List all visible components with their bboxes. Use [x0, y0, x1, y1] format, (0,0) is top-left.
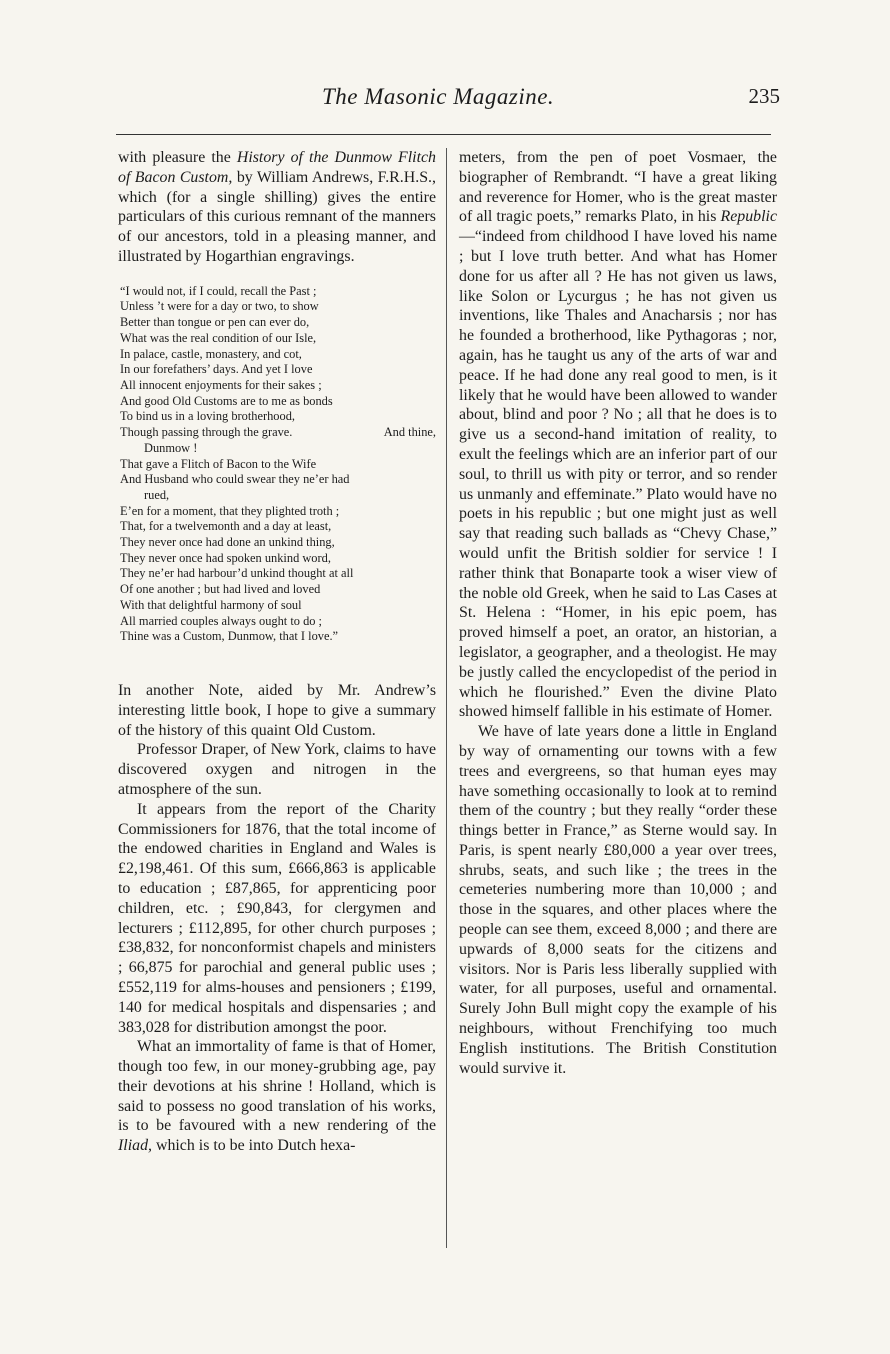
poem-line: And Husband who could swear they ne’er had: [120, 472, 350, 487]
homer-text-2: which is to be into Dutch hexa-: [152, 1137, 356, 1155]
intro-text-2: by William Andrews, F.R.H.S., which (for a single shilling) gives the entire particulars of this curious remnant of the manners of our ancestors, told in a pleasing manner, and illustrated by Hogarthian engravings.: [118, 168, 436, 265]
iliad-italic: Iliad,: [118, 1137, 152, 1155]
paragraph-paris: We have of late years done a little in England by way of ornamenting our towns with a few trees and evergreens, so that human eyes may have something occasionally to look at to remind them of the country ; but they really “order these things better in France,” as Sterne would say. In Paris, is spent nearly £80,000 a year over trees, shrubs, seats, and such like ; the trees in the cemeteries numbering more than 10,000 ; and those in the squares, and other places where the people can see them, exceed 8,000 ; and there are upwards of 8,000 seats for the citizens and visitors. Nor is Paris less liberally supplied with water, for all purposes, useful and ornamental. Surely John Bull might copy the example of his neighbours, without Frenchifying too much English institutions. The British Constitution would survive it.: [459, 723, 777, 1077]
left-column: [118, 148, 436, 1156]
poem: [120, 284, 436, 645]
column-divider: [446, 148, 447, 1248]
poem-line: And good Old Customs are to me as bonds: [120, 393, 333, 408]
poem-line-part: Though passing through the grave.: [120, 425, 293, 440]
homer-text-1: What an immortality of fame is that of Homer, though too few, in our money-grubbing age, pay their devotions at his shrine ! Holland, which is said to possess no good translation of his works, is to be favoured with a new rendering of the: [118, 1038, 436, 1135]
paragraph-homer: [118, 1037, 436, 1156]
poem-line: They never once had done an unkind thing,: [120, 535, 335, 550]
page-header: [110, 84, 790, 124]
poem-line-part: And thine,: [383, 425, 436, 440]
poem-line: E’en for a moment, that they plighted troth ;: [120, 503, 340, 518]
poem-line: In palace, castle, monastery, and cot,: [120, 346, 302, 361]
poem-line: Better than tongue or pen can ever do,: [120, 315, 310, 330]
paragraph-charity: It appears from the report of the Charity Commissioners for 1876, that the total income of the endowed charities in England and Wales is £2,198,461. Of this sum, £666,863 is applicable to education ; £87,865, for apprenticing poor children, etc. ; £90,843, for clergymen and lecturers ; £112,895, for other church purposes ; £38,832, for nonconformist chapels and ministers ; 66,875 for parochial and general public uses ; £552,119 for alms-houses and pensioners ; £199, 140 for medical hospitals and dispensaries ; and 383,028 for distribution amongst the poor.: [118, 800, 436, 1036]
poem-line: rued,: [144, 487, 170, 502]
poem-line: “I would not, if I could, recall the Past ;: [120, 283, 317, 298]
page-number: 235: [748, 84, 780, 108]
poem-line: What was the real condition of our Isle,: [120, 330, 317, 345]
poem-line: Dunmow !: [144, 440, 198, 455]
paragraph-note: In another Note, aided by Mr. Andrew’s interesting little book, I hope to give a summary of the history of this quaint Old Custom.: [118, 681, 436, 739]
hexameters-text-2: —“indeed from childhood I have loved his name ; but I love truth better. And what has Homer done for us after all ? He has not given us laws, like Solon or Lycurgus ; he has not given us inventions, like Thales and Anacharsis ; nor has he founded a brotherhood, like Pythagoras ; nor, again, has he taught us any of the arts of war and peace. If he had done any real good to men, is it likely that he would have been allowed to wander about, blind and poor ? No ; all that he does is to give us a second-hand imitation of reality, to exult the feelings which are an inferior part of our soul, to thrill us with pity or terror, and so render us unmanly and effeminate.” Plato would have no poets in his republic ; but one might just as well say that reading such ballads as “Chevy Chase,” would unfit the British soldier for service ! I rather think that Bonaparte took a wiser view of the noble old Greek, when he said to Las Cases at St. Helena : “Homer, in his epic poem, has proved himself a poet, an orator, an historian, a legislator, a geographer, and a theologist. He may be justly called the encyclopedist of the period in which he flourished.” Even the divine Plato showed himself fallible in his estimate of Homer.: [459, 228, 777, 721]
header-rule: [116, 134, 771, 135]
poem-line: That gave a Flitch of Bacon to the Wife: [120, 456, 317, 471]
poem-line: In our forefathers’ days. And yet I love: [120, 362, 313, 377]
poem-line: To bind us in a loving brotherhood,: [120, 409, 295, 424]
paragraph-draper: Professor Draper, of New York, claims to have discovered oxygen and nitrogen in the atmosphere of the sun.: [118, 741, 436, 798]
paragraph-hexameters: [459, 148, 777, 722]
poem-line: All innocent enjoyments for their sakes ;: [120, 378, 322, 392]
poem-line: With that delightful harmony of soul: [120, 597, 302, 612]
poem-line: Thine was a Custom, Dunmow, that I love.”: [120, 629, 339, 644]
right-column: [459, 148, 777, 1078]
poem-line: Unless ’t were for a day or two, to show: [120, 299, 319, 314]
poem-line: Of one another ; but had lived and loved: [120, 582, 321, 597]
intro-text-1: with pleasure the: [118, 149, 237, 166]
book-title-italic: History of the Dunmow Flitch of Bacon Custom,: [118, 149, 436, 186]
poem-line: All married couples always ought to do ;: [120, 613, 322, 628]
poem-line: [120, 425, 436, 441]
republic-italic: Republic: [720, 208, 777, 226]
poem-line: That, for a twelvemonth and a day at least,: [120, 519, 332, 534]
spacer: [118, 659, 436, 681]
poem-line: They never once had spoken unkind word,: [120, 550, 331, 565]
poem-line: They ne’er had harbour’d unkind thought at all: [120, 566, 354, 581]
running-title: The Masonic Magazine.: [322, 84, 555, 109]
hexameters-text-1: meters, from the pen of poet Vosmaer, the biographer of Rembrandt. “I have a great liking and reverence for Homer, who is the great master of all tragic poets,” remarks Plato, in his: [459, 149, 777, 226]
intro-paragraph: [118, 148, 436, 267]
